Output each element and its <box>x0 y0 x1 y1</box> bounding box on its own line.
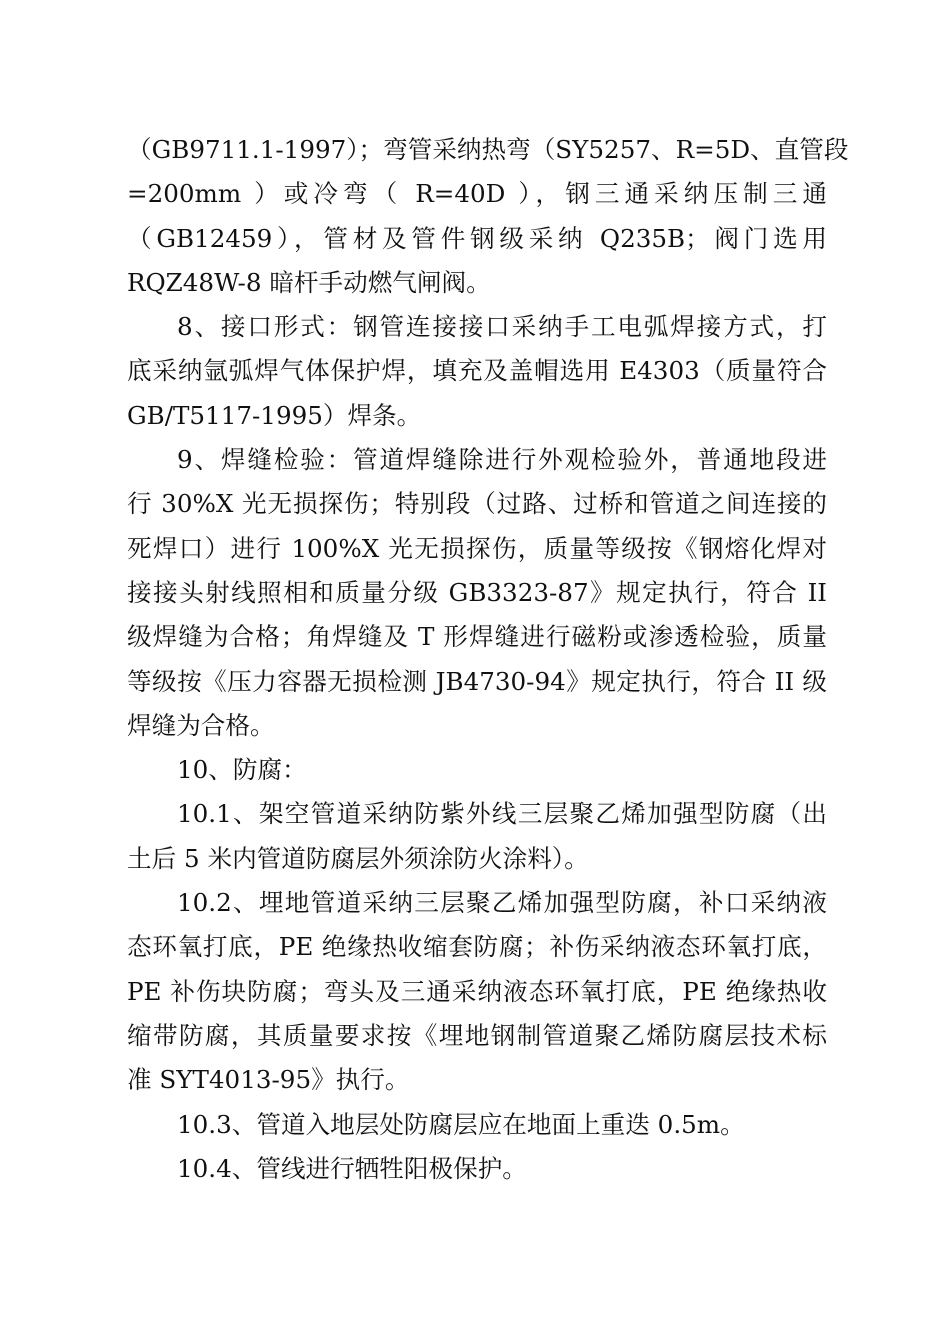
text-line: 焊缝为合格。 <box>127 710 275 740</box>
text-line: 9、焊缝检验：管道焊缝除进行外观检验外，普通地段进 <box>177 445 827 475</box>
text-line: 10.4、管线进行牺牲阳极保护。 <box>177 1153 527 1183</box>
document-body <box>127 128 849 1191</box>
text-line: 缩带防腐，其质量要求按《埋地钢制管道聚乙烯防腐层技术标 <box>127 1020 827 1050</box>
text-line: =200mm ）或冷弯（ R=40D ），钢三通采纳压制三通 <box>127 179 827 209</box>
text-line: 级焊缝为合格；角焊缝及 T 形焊缝进行磁粉或渗透检验，质量 <box>127 622 827 652</box>
text-line: 死焊口）进行 100%X 光无损探伤，质量等级按《钢熔化焊对 <box>127 533 827 563</box>
text-line: 底采纳氩弧焊气体保护焊，填充及盖帽选用 E4303（质量符合 <box>127 356 827 386</box>
text-line: 等级按《压力容器无损检测 JB4730-94》规定执行，符合 II 级 <box>127 666 827 696</box>
text-line: 行 30%X 光无损探伤；特别段（过路、过桥和管道之间连接的 <box>127 489 827 519</box>
text-line: 接接头射线照相和质量分级 GB3323-87》规定执行，符合 II <box>127 577 827 607</box>
text-line: （GB12459），管材及管件钢级采纳 Q235B；阀门选用 <box>127 223 827 253</box>
text-line: 10.3、管道入地层处防腐层应在地面上重迭 0.5m。 <box>177 1109 745 1139</box>
text-line: 10.2、埋地管道采纳三层聚乙烯加强型防腐，补口采纳液 <box>177 888 827 918</box>
text-line: （GB9711.1-1997）；弯管采纳热弯（SY5257、R=5D、直管段 <box>127 135 849 164</box>
text-line: 10.1、架空管道采纳防紫外线三层聚乙烯加强型防腐（出 <box>177 799 827 829</box>
text-line: GB/T5117-1995）焊条。 <box>127 400 422 430</box>
text-line: RQZ48W-8 暗杆手动燃气闸阀。 <box>127 267 491 297</box>
text-line: 态环氧打底，PE 绝缘热收缩套防腐；补伤采纳液态环氧打底， <box>127 932 827 962</box>
text-line: 土后 5 米内管道防腐层外须涂防火涂料）。 <box>127 843 589 873</box>
text-line: 准 SYT4013-95》执行。 <box>127 1065 410 1095</box>
text-line: PE 补伤块防腐；弯头及三通采纳液态环氧打底，PE 绝缘热收 <box>127 976 827 1006</box>
section-heading: 10、防腐： <box>177 755 307 785</box>
text-line: 8、接口形式：钢管连接接口采纳手工电弧焊接方式，打 <box>177 312 827 342</box>
